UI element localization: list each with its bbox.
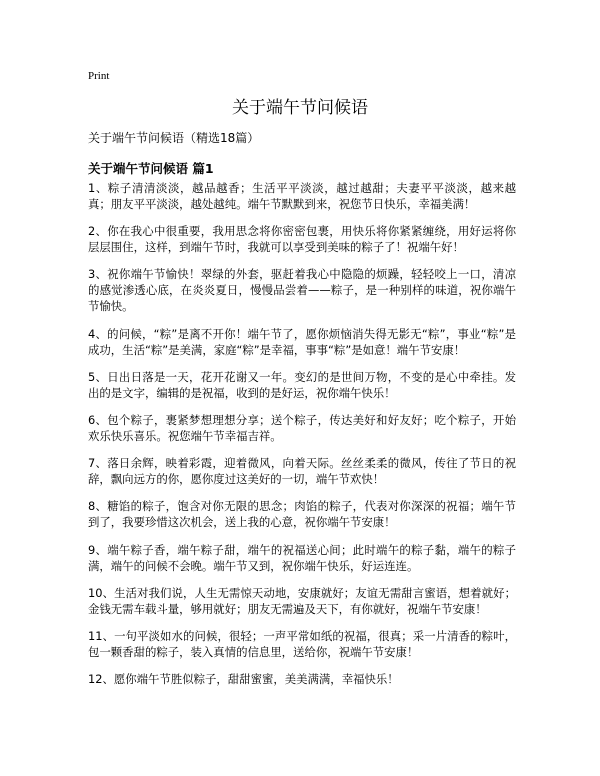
paragraph-7: 7、落日余辉，映着彩霞，迎着微风，向着天际。丝丝柔柔的微风，传往了节日的祝辞，飘向远方的你，愿你度过这美好的一切，端午节欢快！ xyxy=(88,456,516,487)
paragraph-10: 10、生活对我们说，人生无需惊天动地，安康就好；友谊无需甜言蜜语，想着就好；金钱无需车载斗量，够用就好；朋友无需遍及天下，有你就好，祝端午节安康！ xyxy=(88,585,516,616)
section-heading: 关于端午节问候语 篇1 xyxy=(88,161,214,176)
paragraph-5: 5、日出日落是一天，花开花谢又一年。变幻的是世间万物，不变的是心中牵挂。发出的是文字，编辑的是祝福，收到的是好运，祝你端午快乐！ xyxy=(88,369,516,400)
paragraph-11: 11、一句平淡如水的问候，很轻；一声平常如纸的祝福，很真；采一片清香的粽叶，包一颗香甜的粽子，装入真情的信息里，送给你，祝端午节安康！ xyxy=(88,628,516,659)
paragraph-12: 12、愿你端午节胜似粽子，甜甜蜜蜜，美美满满，幸福快乐！ xyxy=(88,672,399,687)
paragraph-4: 4、的问候，“粽”是离不开你！端午节了，愿你烦恼消失得无影无“粽”，事业“粽”是成功，生活“粽”是美满，家庭“粽”是幸福，事事“粽”是如意！端午节安康！ xyxy=(88,326,516,357)
paragraph-6: 6、包个粽子，裹紧梦想理想分享；送个粽子，传达美好和好友好；吃个粽子，开始欢乐快乐喜乐。祝您端午节幸福吉祥。 xyxy=(88,412,516,443)
paragraph-list xyxy=(88,180,516,698)
paragraph-2: 2、你在我心中很重要，我用思念将你密密包裹，用快乐将你紧紧缠绕，用好运将你层层围住，这样，到端午节时，我就可以享受到美味的粽子了！祝端午好！ xyxy=(88,224,516,255)
paragraph-1: 1、粽子清清淡淡，越品越香；生活平平淡淡，越过越甜；夫妻平平淡淡，越来越真；朋友平平淡淡，越处越纯。端午节默默到来，祝您节日快乐，幸福美满！ xyxy=(88,181,516,211)
document-subtitle: 关于端午节问候语（精选18篇） xyxy=(88,131,260,145)
paragraph-8: 8、糖馅的粽子，饱含对你无限的思念；肉馅的粽子，代表对你深深的祝福；端午节到了，我要珍惜这次机会，送上我的心意，祝你端午节安康！ xyxy=(88,499,516,530)
page-title: 关于端午节问候语 xyxy=(232,98,368,118)
paragraph-3: 3、祝你端午节愉快！翠绿的外套，驱赶着我心中隐隐的烦躁，轻轻咬上一口，清凉的感觉渗透心底，在炎炎夏日，慢慢品尝着——粽子，是一种别样的味道，祝你端午节愉快。 xyxy=(88,267,516,314)
paragraph-9: 9、端午粽子香，端午粽子甜，端午的祝福送心间；此时端午的粽子黏，端午的粽子满，端午的问候不会晚。端午节又到，祝你端午快乐，好运连连。 xyxy=(88,542,516,573)
print-label[interactable]: Print xyxy=(88,70,110,82)
